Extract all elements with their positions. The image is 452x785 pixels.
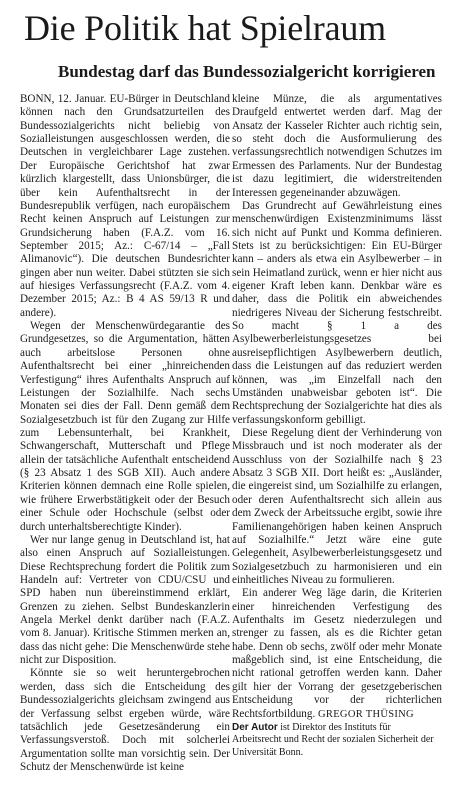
author-note [232, 722, 442, 760]
byline: GREGOR THÜSING [318, 708, 414, 720]
paragraph: BONN, 12. Januar. EU-Bürger in Deutschland können nach den Grundsatzurteilen des Bundessozialgerichts nicht beliebig von Sozialleistungen ausgeschlossen werden, die Deutschen in vergleichbarer Lage zustehen. Der Europäische Gerichtshof hat zwar kürzlich klargestellt, dass Unionsbürger, die über kein Aufenthaltsrecht in der Bundesrepublik verfügen, nach europäischem Recht keinen Anspruch auf Leistungen zur Grundsicherung haben (F.A.Z. vom 16. September 2015; Az.: C-67/14 – „Fall Alimanovic“). Die deutschen Bundesrichter gingen aber nun weiter. Dabei stützten sie sich auf hiesiges Verfassungsrecht (F.A.Z. vom 4. Dezember 2015; Az.: B 4 AS 59/13 R und andere). [20, 93, 230, 319]
paragraph: Könnte sie so weit heruntergebrochen werden, dass sich die Entscheidung des Bundessozialgerichts gleichsam zwingend aus der Verfassung selbst ergeben würde, wäre tatsächlich jede Gesetzesänderung ein Verfassungsverstoß. Doch mit solcherlei Argumentation sollte man vorsichtig sein. Der Schutz der Menschenwürde ist keine [20, 667, 230, 773]
author-description: ist Direktor des Instituts für Arbeitsrecht und Recht der sozialen Sicherheit der Universität Bonn. [232, 721, 434, 758]
paragraph [232, 587, 442, 721]
subheadline: Bundestag darf das Bundessozialgericht korrigieren [58, 62, 436, 81]
paragraph: Das Grundrecht auf Gewährleistung eines menschenwürdigen Existenzminimums lässt sich nicht auf Punkt und Komma definieren. Stets ist zu berücksichtigen: Ein EU-Bürger kann – anders als etwa ein Asylbewerber – in sein Heimatland zurück, wenn er hier nicht aus eigener Kraft leben kann. Denkbar wäre es daher, dass die Politik ein abweichendes niedrigeres Niveau der Sicherung festschreibt. So macht § 1 a des Asylbewerberleistungsgesetzes bei ausreisepflichtigen Asylbewerbern deutlich, dass die Leistungen auf das reduziert werden können, was „im Einzelfall nach den Umständen unabweisbar geboten ist“. Die Rechtsprechung der Sozialgerichte hat dies als verfassungskonform gebilligt. [232, 199, 442, 426]
left-column [20, 93, 230, 774]
paragraph: kleine Münze, die als argumentatives Draufgeld entwertet werden darf. Mag der Ansatz der Kasseler Richter auch richtig sein, so steht doch die Ausformulierung des verfassungsrechtlich notwendigen Schutzes im Ermessen des Parlaments. Nur der Bundestag ist dazu legitimiert, die widerstreitenden Interessen gegeneinander abzuwägen. [232, 93, 442, 199]
paragraph: Wegen der Menschenwürdegarantie des Grundgesetzes, so die Argumentation, hätten auch arbeitslose Personen ohne Aufenthaltsrecht bei einer „hinreichenden Verfestigung“ ihres Aufenthalts Anspruch auf Leistungen der Sozialhilfe. Nach sechs Monaten sei dies der Fall. Denn gemäß dem Sozialgesetzbuch ist für den Zugang zur Hilfe zum Lebensunterhalt, bei Krankheit, Schwangerschaft, Mutterschaft und Pflege allein der tatsächliche Aufenthalt entscheidend (§ 23 Absatz 1 des SGB XII). Auch andere Kriterien können demnach eine Rolle spielen, wie frühere Erwerbstätigkeit oder der Besuch einer Schule oder Hochschule (selbst oder durch unterhaltsberechtigte Kinder). [20, 320, 230, 533]
headline: Die Politik hat Spielraum [24, 8, 386, 48]
paragraph: Diese Regelung dient der Verhinderung von Missbrauch und ist noch moderater als der Ausschluss von der Sozialhilfe nach § 23 Absatz 3 SGB XII. Dort heißt es: „Ausländer, die eingereist sind, um Sozialhilfe zu erlangen, oder deren Aufenthaltsrecht sich allein aus dem Zweck der Arbeitssuche ergibt, sowie ihre Familienangehörigen haben keinen Anspruch auf Sozialhilfe.“ Jetzt wäre eine gute Gelegenheit, Asylbewerberleistungsgesetz und Sozialgesetzbuch zu harmonisieren und ein einheitliches Niveau zu formulieren. [232, 426, 442, 586]
right-column [232, 93, 442, 759]
author-label: Der Autor [232, 721, 278, 733]
paragraph: Wer nur lange genug in Deutschland ist, hat also einen Anspruch auf Sozialleistungen. Diese Rechtsprechung fordert die Politik zum Handeln auf: Vertreter von CDU/CSU und SPD haben nun übereinstimmend erklärt, Grenzen zu ziehen. Selbst Bundeskanzlerin Angela Merkel denkt darüber nach (F.A.Z. vom 8. Januar). Kritische Stimmen merken an, dass das nicht gehe: Die Menschenwürde stehe nicht zur Disposition. [20, 533, 230, 667]
paragraph-text: Ein anderer Weg läge darin, die Kriterien einer hinreichenden Verfestigung des Aufenthalts im Gesetz niederzulegen und strenger zu fassen, als es die Richter getan habe. Denn ob sechs, zwölf oder mehr Monate maßgeblich sind, ist eine Entscheidung, die nicht rational getroffen werden kann. Daher gilt hier der Vorrang der gesetzgeberischen Entscheidung vor der richterlichen Rechtsfortbildung. [232, 587, 442, 720]
